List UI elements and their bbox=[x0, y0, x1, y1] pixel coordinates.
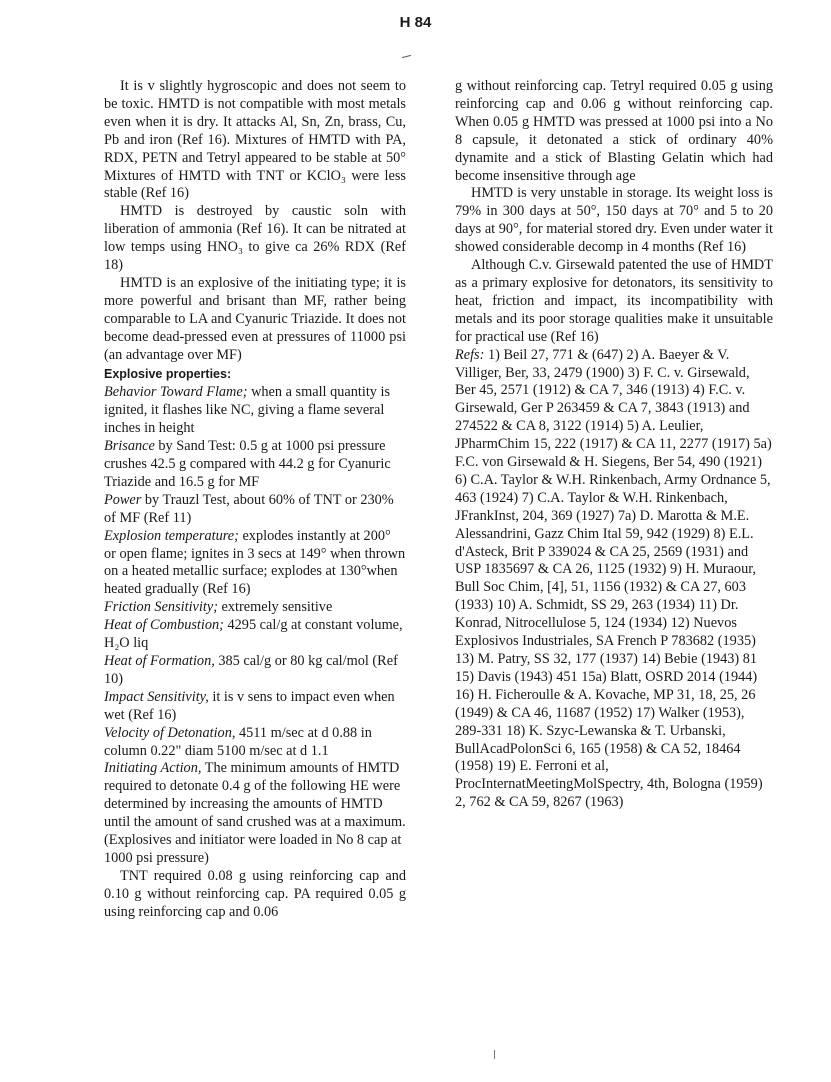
property-label: Heat of Combustion; bbox=[104, 617, 224, 634]
property-text: 4295 cal/g at constant volume, H₂O liq bbox=[104, 617, 403, 652]
property-label: Impact Sensitivity, bbox=[104, 688, 209, 705]
property-label: Brisance bbox=[104, 438, 155, 455]
property-label: Explosion temperature; bbox=[104, 527, 239, 544]
property-velocity bbox=[104, 725, 406, 761]
property-label: Velocity of Detonation, bbox=[104, 724, 236, 741]
property-label: Power bbox=[104, 491, 142, 508]
left-column bbox=[104, 78, 406, 922]
property-power bbox=[104, 492, 406, 528]
paragraph-girsewald-patent: Although C.v. Girsewald patented the use of HMDT as a primary explosive for detonators, its sensitivity to heat, friction and impact, its incompatibility with metals and its poor storage qualities make it unsuitable for practical use (Ref 16) bbox=[455, 257, 773, 345]
property-friction bbox=[104, 599, 406, 617]
property-heat-formation bbox=[104, 653, 406, 689]
property-brisance bbox=[104, 438, 406, 492]
property-initiating-action bbox=[104, 760, 406, 867]
property-label: Initiating Action, bbox=[104, 760, 202, 777]
paragraph-storage: HMTD is very unstable in storage. Its weight loss is 79% in 300 days at 50°, 150 days at 70° and 5 to 20 days at 90°, for material stored dry. Even under water it showed considerable decomp in 4 months (Ref 16) bbox=[455, 185, 773, 256]
paragraph-destruction: HMTD is destroyed by caustic soln with liberation of ammonia (Ref 16). It can be nitrated at low temps using HNO₃ to give ca 26% RDX (Ref 18) bbox=[104, 203, 406, 274]
property-explosion-temperature bbox=[104, 528, 406, 600]
explosive-properties-heading: Explosive properties: bbox=[104, 366, 232, 381]
references bbox=[455, 347, 773, 813]
paragraph-tetryl-requirements: g without reinforcing cap. Tetryl required 0.05 g using reinforcing cap and 0.06 g without reinforcing cap. When 0.05 g HMTD was pressed at 1000 psi into a No 8 capsule, it detonated a stick of ordinary 40% dynamite and a stick of Blasting Gelatin which had become insensitive through age bbox=[455, 78, 773, 184]
right-column bbox=[455, 78, 773, 812]
property-label: Behavior Toward Flame; bbox=[104, 384, 248, 401]
paragraph-compatibility: It is v slightly hygroscopic and does not seem to be toxic. HMTD is not compatible with most metals even when it is dry. It attacks Al, Sn, Zn, brass, Cu, Pb and iron (Ref 16). Mixtures of HMTD with PA, RDX, PETN and Tetryl appeared to be stable at 50° Mixtures of HMTD with TNT or KClO₃ were less stable (Ref 16) bbox=[104, 78, 406, 202]
property-text: 385 cal/g or 80 kg cal/mol (Ref 10) bbox=[104, 653, 398, 687]
property-text: by Sand Test: 0.5 g at 1000 psi pressure crushes 42.5 g compared with 44.2 g for Cyanuric Triazide and 16.5 g for MF bbox=[104, 438, 391, 490]
property-flame bbox=[104, 384, 406, 438]
property-text: The minimum amounts of HMTD required to detonate 0.4 g of the following HE were determined by increasing the amounts of HMTD until the amount of sand crushed was at a maximum. (Explosives and initiator were loaded in No 8 cap at 1000 psi pressure) bbox=[104, 760, 406, 866]
scan-mark bbox=[402, 55, 411, 58]
references-text: 1) Beil 27, 771 & (647) 2) A. Baeyer & V. Villiger, Ber, 33, 2479 (1900) 3) F. C. v. Girsewald, Ber 45, 2571 (1912) & CA 7, 346 (1913) 4) F.C. v. Girsewald, Ger P 263459 & CA 7, 3843 (1913) and 274522 & CA 8, 3122 (1914) 5) A. Leulier, JPharmChim 15, 222 (1917) & CA 11, 2277 (1917) 5a) F.C. von Girsewald & H. Siegens, Ber 54, 490 (1921) 6) C.A. Taylor & W.H. Rinkenbach, Army Ordnance 5, 463 (1924) 7) C.A. Taylor & W.H. Rinkenbach, JFrankInst, 204, 369 (1927) 7a) D. Marotta & M.E. Alessandrini, Gazz Chim Ital 59, 942 (1929) 8) E.L. d'Asteck, Brit P 339024 & CA 25, 2569 (1931) and USP 1835697 & CA 26, 1125 (1932) 9) H. Muraour, Bull Soc Chim, [4], 51, 1156 (1932) & CA 27, 603 (1933) 10) A. Schmidt, SS 29, 263 (1934) 11) Dr. Konrad, Nitrocellulose 5, 124 (1934) 12) Nuevos Explosivos Industriales, SA French P 783682 (1935) 13) M. Patry, SS 32, 177 (1937) 14) Bebie (1943) 81 15) Davis (1943) 451 15a) Blatt, OSRD 2014 (1944) 16) H. Ficheroulle & A. Kovache, MP 31, 18, 25, 26 (1949) & CA 46, 11687 (1952) 17) Walker (1953), 289-331 18) K. Szyc-Lewanska & T. Urbanski, BullAcadPolonSci 6, 165 (1958) & CA 52, 18464 (1958) 19) E. Ferroni et al, ProcInternatMeetingMolSpectry, 4th, Bologna (1959) 2, 762 & CA 59, 8267 (1963) bbox=[455, 346, 772, 811]
paragraph-initiating-type: HMTD is an explosive of the initiating type; it is more powerful and brisant than MF, rather being comparable to LA and Cyanuric Triazide. It does not become dead-pressed even at pressures of 11000 psi (an advantage over MF) bbox=[104, 274, 406, 363]
property-text: 4511 m/sec at d 0.88 in column 0.22" diam 5100 m/sec at d 1.1 bbox=[104, 724, 372, 759]
property-text: extremely sensitive bbox=[217, 599, 333, 616]
property-text: by Trauzl Test, about 60% of TNT or 230% of MF (Ref 11) bbox=[104, 491, 394, 526]
property-label: Friction Sensitivity; bbox=[104, 599, 218, 616]
references-label: Refs: bbox=[455, 346, 485, 363]
scan-mark-bottom bbox=[494, 1050, 495, 1059]
property-text: explodes instantly at 200° or open flame; ignites in 3 secs at 149° when thrown on a heated metallic surface; explodes at 130°when heated gradually (Ref 16) bbox=[104, 527, 406, 598]
property-label: Heat of Formation, bbox=[104, 653, 215, 669]
page-number: H 84 bbox=[399, 14, 432, 31]
property-impact bbox=[104, 689, 406, 725]
property-text: when a small quantity is ignited, it flashes like NC, giving a flame several inches in height bbox=[104, 384, 391, 437]
property-heat-combustion bbox=[104, 617, 406, 653]
paragraph-tnt-requirements: TNT required 0.08 g using reinforcing cap and 0.10 g without reinforcing cap. PA required 0.05 g using reinforcing cap and 0.06 bbox=[104, 867, 406, 920]
property-text: it is v sens to impact even when wet (Ref 16) bbox=[104, 688, 395, 723]
